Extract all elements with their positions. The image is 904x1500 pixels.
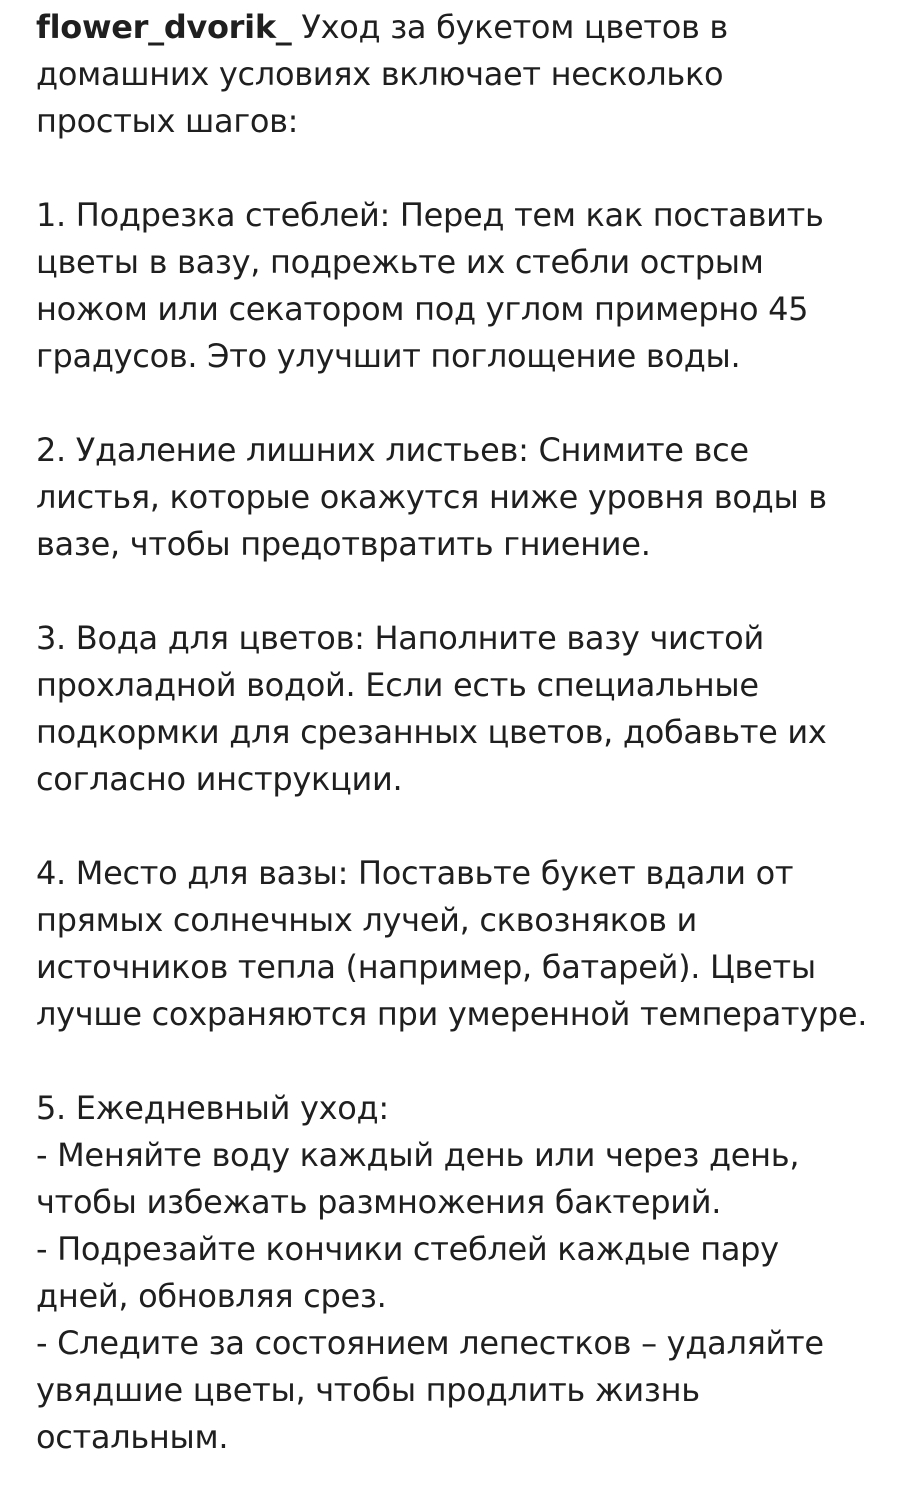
step-5-daily-care (36, 1085, 868, 1461)
username-link[interactable]: flower_dvorik_ (36, 8, 292, 46)
step-1-text: 1. Подрезка стеблей: Перед тем как поставить цветы в вазу, подрежьте их стебли острым ножом или секатором под углом примерно 45 градусов. Это улучшит поглощение воды. (36, 196, 824, 375)
step-2-text: 2. Удаление лишних листьев: Снимите все листья, которые окажутся ниже уровня воды в вазе, чтобы предотвратить гниение. (36, 431, 827, 563)
comment-intro (36, 4, 868, 145)
step-3-text: 3. Вода для цветов: Наполните вазу чистой прохладной водой. Если есть специальные подкормки для срезанных цветов, добавьте их согласно инструкции. (36, 619, 827, 798)
daily-care-item-3: - Следите за состоянием лепестков – удаляйте увядшие цветы, чтобы продлить жизнь остальным. (36, 1324, 824, 1456)
daily-care-heading: 5. Ежедневный уход: (36, 1089, 389, 1127)
daily-care-item-1: - Меняйте воду каждый день или через день, чтобы избежать размножения бактерий. (36, 1136, 800, 1221)
step-4-text: 4. Место для вазы: Поставьте букет вдали от прямых солнечных лучей, сквозняков и источников тепла (например, батарей). Цветы лучше сохраняются при умеренной температуре. (36, 854, 868, 1033)
intro-text: Уход за букетом цветов в домашних условиях включает несколько простых шагов: (36, 8, 728, 140)
daily-care-item-2: - Подрезайте кончики стеблей каждые пару дней, обновляя срез. (36, 1230, 779, 1315)
